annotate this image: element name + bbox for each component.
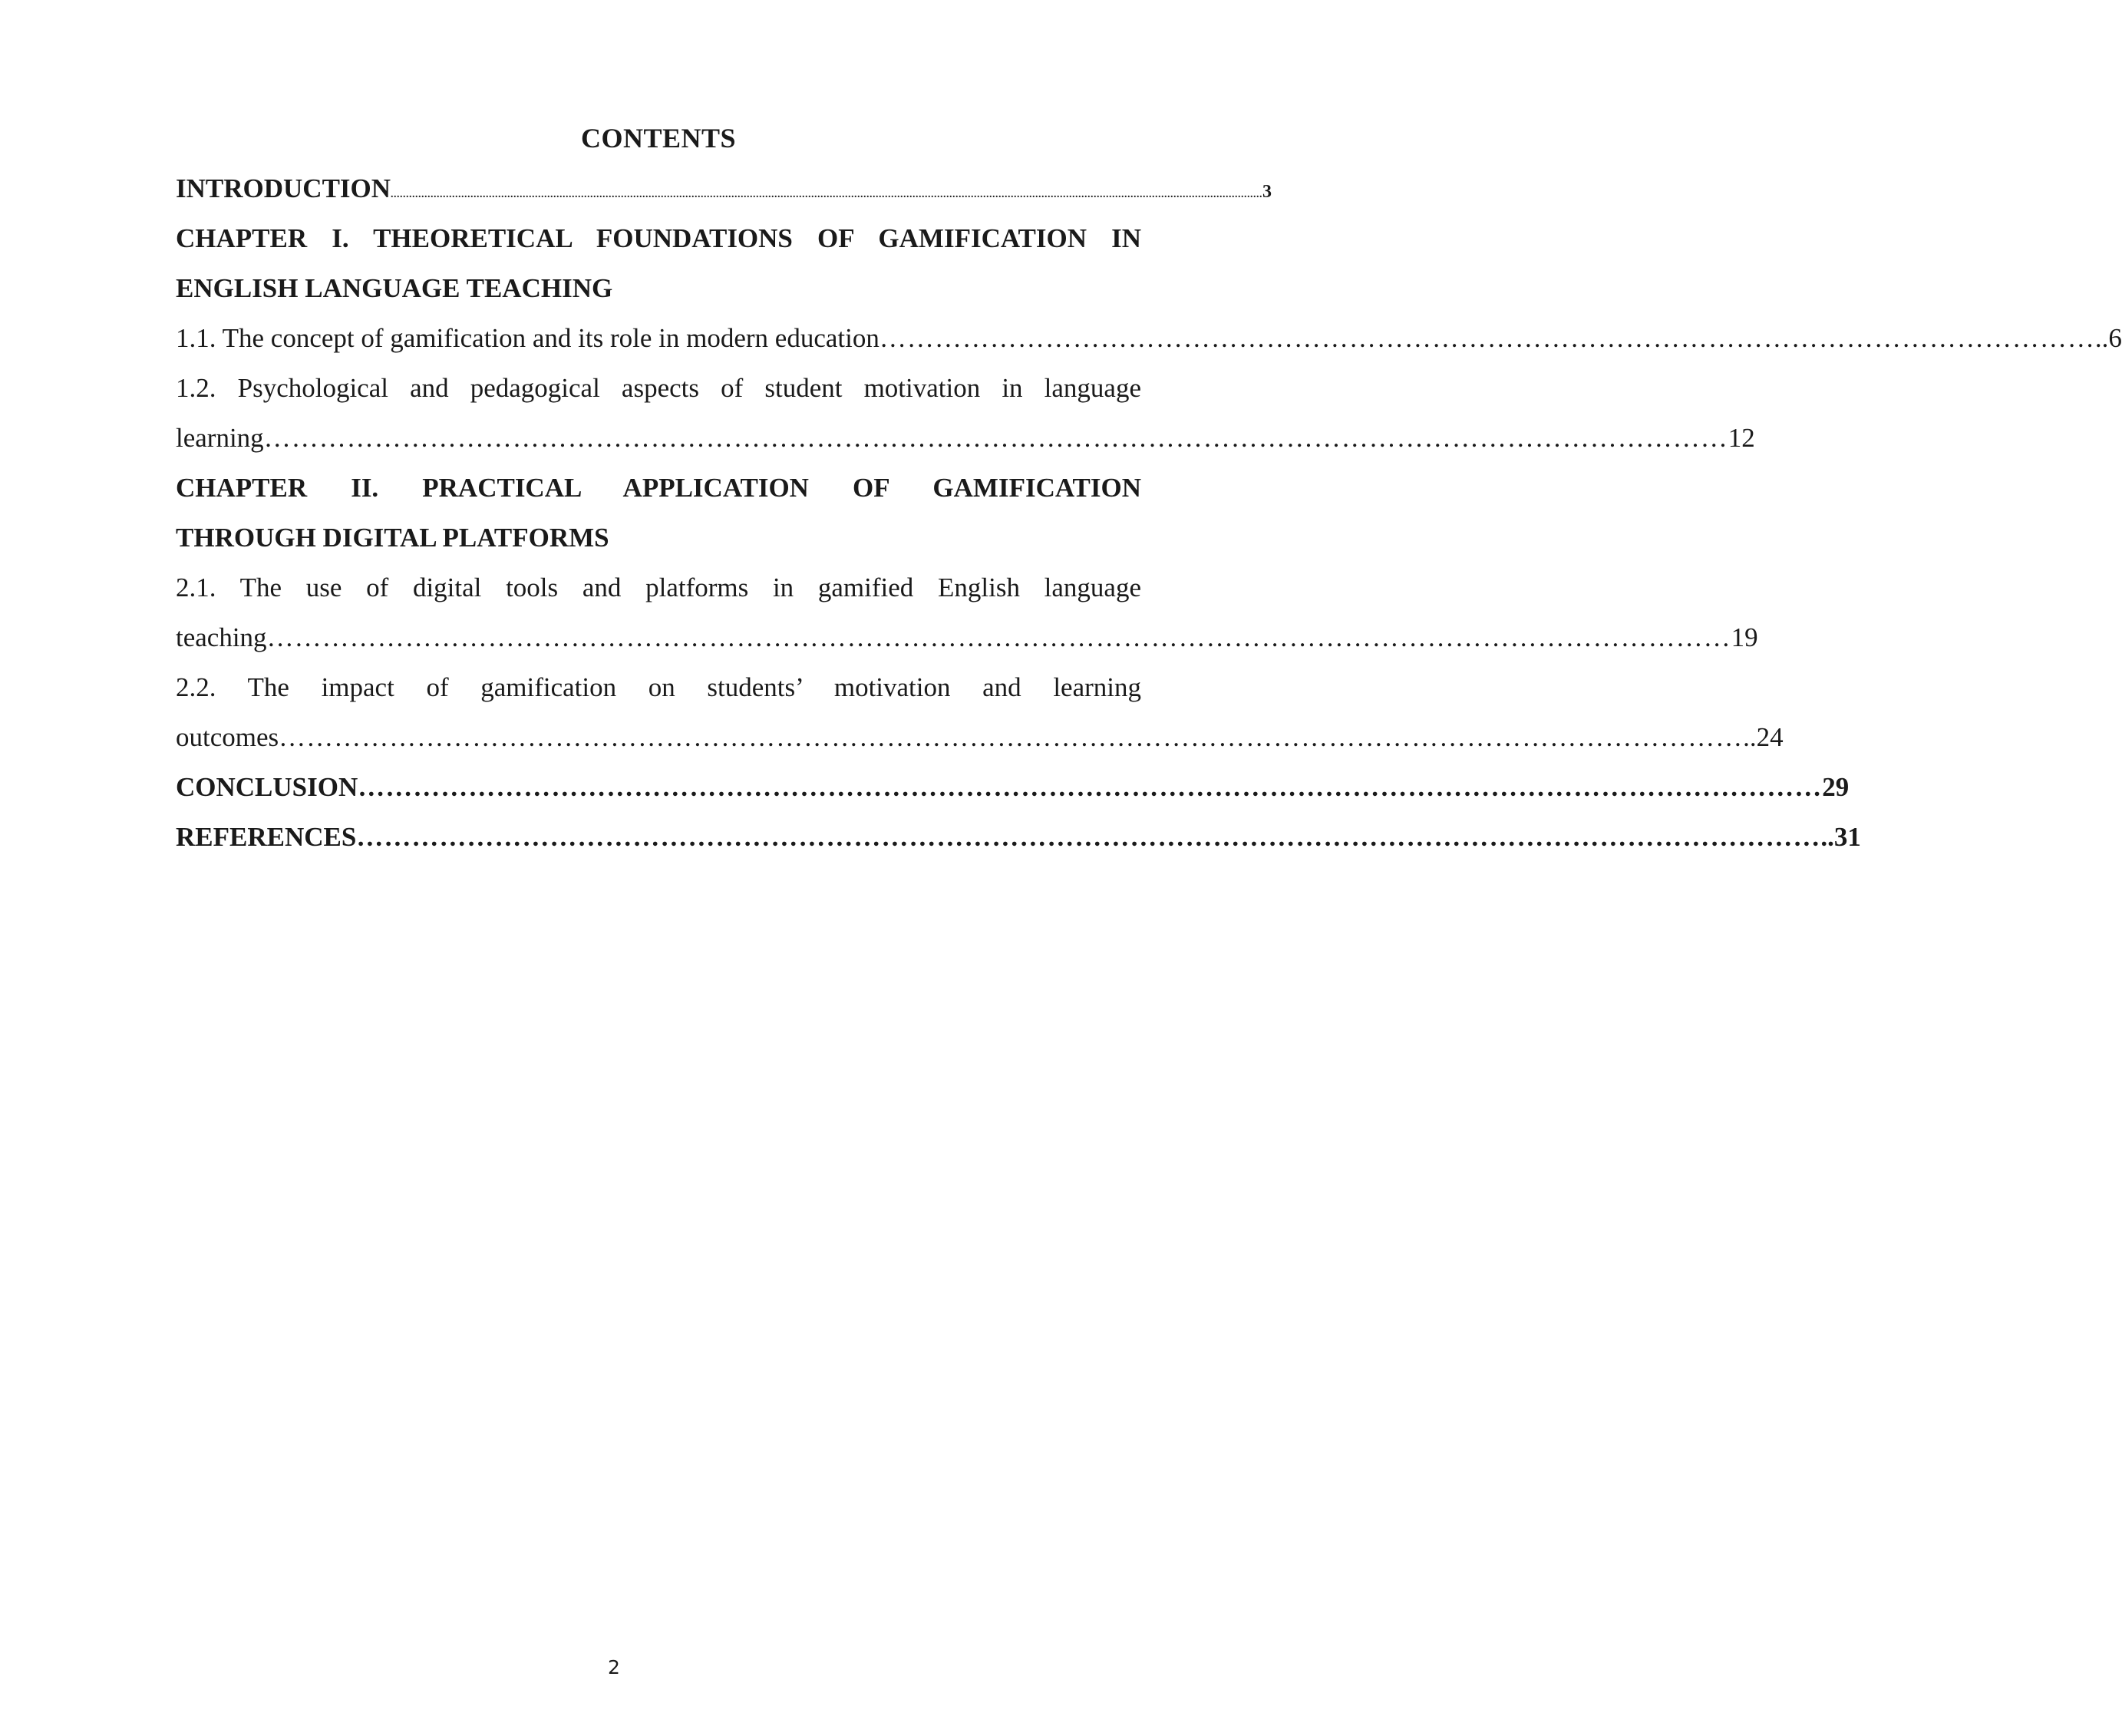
- toc-entry-section-1-2-line-2[interactable]: [176, 413, 1755, 463]
- page-number: 2: [608, 1656, 620, 1678]
- toc-entry-chapter-1-line-1[interactable]: CHAPTER I. THEORETICAL FOUNDATIONS OF GAMIFICATION IN: [176, 223, 1141, 253]
- toc-page-number: 29: [1822, 772, 1850, 802]
- dot-leader: ……………………………………………………………………………………………………………………………………………: [358, 772, 1823, 802]
- table-of-contents: [176, 114, 2122, 862]
- toc-entry-chapter-2-line-1[interactable]: CHAPTER II. PRACTICAL APPLICATION OF GAMIFICATION: [176, 473, 1141, 503]
- toc-page-number: ..24: [1743, 722, 1784, 752]
- toc-entry-references[interactable]: [176, 812, 1861, 862]
- toc-entry-label: teaching: [176, 622, 267, 652]
- dot-leader: ............................................................................................................................................................................................................................................................................................: [391, 189, 1263, 200]
- toc-entry-section-1-2-line-1[interactable]: 1.2. Psychological and pedagogical aspects of student motivation in language: [176, 373, 1141, 403]
- dot-leader: ……………………………………………………………………………………………………………………………………………: [279, 722, 1744, 752]
- toc-page-number: 3: [1262, 182, 1272, 202]
- toc-entry-label: CONCLUSION: [176, 772, 358, 802]
- toc-entry-chapter-2-line-2[interactable]: THROUGH DIGITAL PLATFORMS: [176, 523, 609, 553]
- toc-entry-section-1-1[interactable]: [176, 313, 2122, 363]
- dot-leader: ……………………………………………………………………………………………………………………………………………: [356, 822, 1821, 852]
- toc-page-number: ..31: [1820, 822, 1861, 852]
- toc-entry-label: 1.1. The concept of gamification and its role in modern education: [176, 323, 879, 353]
- dot-leader: ……………………………………………………………………………………………………………………: [879, 323, 2095, 353]
- toc-entry-chapter-1-line-2[interactable]: ENGLISH LANGUAGE TEACHING: [176, 273, 613, 303]
- dot-leader: ……………………………………………………………………………………………………………………………………………: [266, 622, 1731, 652]
- contents-heading: CONTENTS: [580, 123, 737, 153]
- dot-leader: ……………………………………………………………………………………………………………………………………………: [263, 423, 1728, 453]
- toc-entry-section-2-1-line-1[interactable]: 2.1. The use of digital tools and platforms in gamified English language: [176, 573, 1141, 602]
- toc-entry-section-2-2-line-1[interactable]: 2.2. The impact of gamification on students’ motivation and learning: [176, 672, 1141, 702]
- toc-entry-label: outcomes: [176, 722, 279, 752]
- toc-entry-label: REFERENCES: [176, 822, 357, 852]
- toc-entry-introduction[interactable]: [176, 163, 1272, 213]
- toc-entry-conclusion[interactable]: [176, 762, 1850, 812]
- toc-page-number: 12: [1728, 423, 1755, 453]
- toc-entry-label: INTRODUCTION: [176, 173, 391, 203]
- toc-entry-label: learning: [176, 423, 264, 453]
- toc-entry-section-2-1-line-2[interactable]: [176, 612, 1758, 662]
- toc-page-number: 19: [1731, 622, 1758, 652]
- toc-page-number: ..6: [2094, 323, 2122, 353]
- toc-entry-section-2-2-line-2[interactable]: [176, 712, 1784, 762]
